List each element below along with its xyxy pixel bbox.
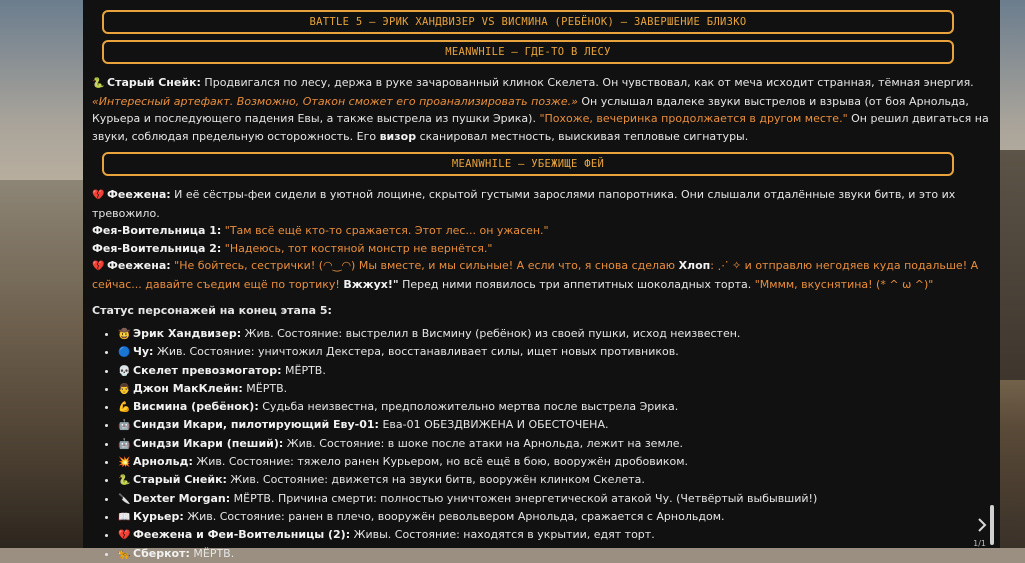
list-item: • 🔪 Dexter Morgan: МЁРТВ. Причина смерти: полностью уничтожен энергетической атакой Чу. (Четвёртый выбывший!) — [118, 490, 991, 508]
meanwhile-forest-banner: MEANWHILE – ГДЕ-ТО В ЛЕСУ — [102, 40, 954, 64]
list-item: • 💀 Скелет превозмогатор: МЁРТВ. — [118, 362, 991, 380]
list-item: • 💔 Феежена и Феи-Воительницы (2): Живы. Состояние: находятся в укрытии, едят торт. — [118, 526, 991, 544]
fairy-speech: 💔 Феежена: "Не бойтесь, сестрички! (◠‿◠) Мы вместе, и мы сильные! А если что, я снова сделаю Хлоп: ⋰ ✧ и отправлю негодяев куда подальше! А сейчас... давайте съедим ещё по тортику! Вжжух!" Перед ними появилось три аппетитных шоколадных торта. "Мммм, вкуснятина! (* ^ ω ^)" — [92, 259, 979, 291]
fairy-paragraph: 💔 Феежена: И её сёстры-феи сидели в уютной лощине, скрытой густыми зарослями папоротника. Они слышали отдалённые звуки битв, и это их тревожило. — [92, 188, 956, 220]
man-icon: 👨 — [118, 383, 131, 395]
skull-icon: 💀 — [118, 365, 131, 377]
chat-message-panel — [83, 0, 1000, 560]
leopard-icon: 🐆 — [118, 548, 131, 560]
broken-heart-icon: 💔 — [92, 261, 105, 272]
flexed-arm-icon: 💪 — [118, 402, 131, 414]
list-item: • 💪 Висмина (ребёнок): Судьба неизвестна, предположительно мертва после выстрела Эрика. — [118, 398, 991, 416]
status-list — [92, 325, 991, 563]
list-item: • 💥 Арнольд: Жив. Состояние: тяжело ранен Курьером, но всё ещё в бою, вооружён дробовиком. — [118, 453, 991, 471]
list-item: • 🐍 Старый Снейк: Жив. Состояние: движется на звуки битв, вооружён клинком Скелета. — [118, 471, 991, 489]
book-icon: 📖 — [118, 511, 131, 523]
blue-orb-icon: 🔵 — [118, 347, 131, 359]
snake-paragraph: 🐍 Старый Снейк: Продвигался по лесу, держа в руке зачарованный клинок Скелета. Он чувствовал, как от меча исходит странная, тёмная энергия. «Интересный артефакт. Возможно, Отакон сможет его проанализировать позже.» Он услышал вдалеке звуки выстрелов и взрыва (от боя Арнольда, Курьера и последующего падения Евы, а также выстрела из пушки Эрика). "Похоже, вечеринка продолжается в другом месте." Он решил двигаться на звуки, соблюдая предельную осторожность. Его визор сканировал местность, выискивая тепловые сигнатуры. — [92, 76, 989, 143]
knife-icon: 🔪 — [118, 493, 131, 505]
scrollbar-thumb[interactable] — [990, 505, 994, 545]
robot-icon: 🤖 — [118, 420, 131, 432]
snake-quote-1: «Интересный артефакт. Возможно, Отакон сможет его проанализировать позже.» — [92, 94, 578, 108]
battle-banner: BATTLE 5 – ЭРИК ХАНДВИЗЕР VS ВИСМИНА (РЕБЁНОК) – ЗАВЕРШЕНИЕ БЛИЗКО — [102, 10, 954, 34]
list-item: • 🤠 Эрик Хандвизер: Жив. Состояние: выстрелил в Висмину (ребёнок) из своей пушки, исход неизвестен. — [118, 325, 991, 343]
warrior-1-line: Фея-Воительница 1: "Там всё ещё кто-то сражается. Этот лес... он ужасен." — [92, 224, 549, 237]
robot-icon: 🤖 — [118, 438, 131, 450]
status-heading: Статус персонажей на конец этапа 5: — [92, 304, 332, 317]
chevron-right-icon[interactable] — [976, 517, 988, 538]
cowboy-icon: 🤠 — [118, 329, 131, 340]
list-item: • 📖 Курьер: Жив. Состояние: ранен в плечо, вооружён револьвером Арнольда, сражается с Арнольдом. — [118, 508, 991, 526]
meanwhile-fairy-banner: MEANWHILE – УБЕЖИЩЕ ФЕЙ — [102, 152, 954, 176]
list-item: • 👨 Джон МакКлейн: МЁРТВ. — [118, 380, 991, 398]
page-counter: 1/1 — [973, 539, 986, 548]
background-hills — [0, 180, 90, 548]
snake-icon: 🐍 — [92, 78, 105, 89]
snake-name: Старый Снейк: — [107, 76, 201, 89]
snake-quote-2: "Похоже, вечеринка продолжается в другом месте." — [539, 112, 848, 125]
message-content — [83, 10, 1000, 563]
list-item: • 🐆 Сберкот: МЁРТВ. — [118, 545, 991, 563]
broken-heart-icon: 💔 — [118, 530, 131, 542]
snake-icon: 🐍 — [118, 475, 131, 487]
list-item: • 🤖 Синдзи Икари, пилотирующий Еву-01: Ева-01 ОБЕЗДВИЖЕНА И ОБЕСТОЧЕНА. — [118, 416, 991, 434]
broken-heart-icon: 💔 — [92, 190, 105, 201]
list-item: • 🔵 Чу: Жив. Состояние: уничтожил Декстера, восстанавливает силы, ищет новых противников. — [118, 343, 991, 361]
explosion-icon: 💥 — [118, 457, 131, 469]
warrior-2-line: Фея-Воительница 2: "Надеюсь, тот костяной монстр не вернётся." — [92, 241, 493, 255]
list-item: • 🤖 Синдзи Икари (пеший): Жив. Состояние: в шоке после атаки на Арнольда, лежит на земле. — [118, 435, 991, 453]
